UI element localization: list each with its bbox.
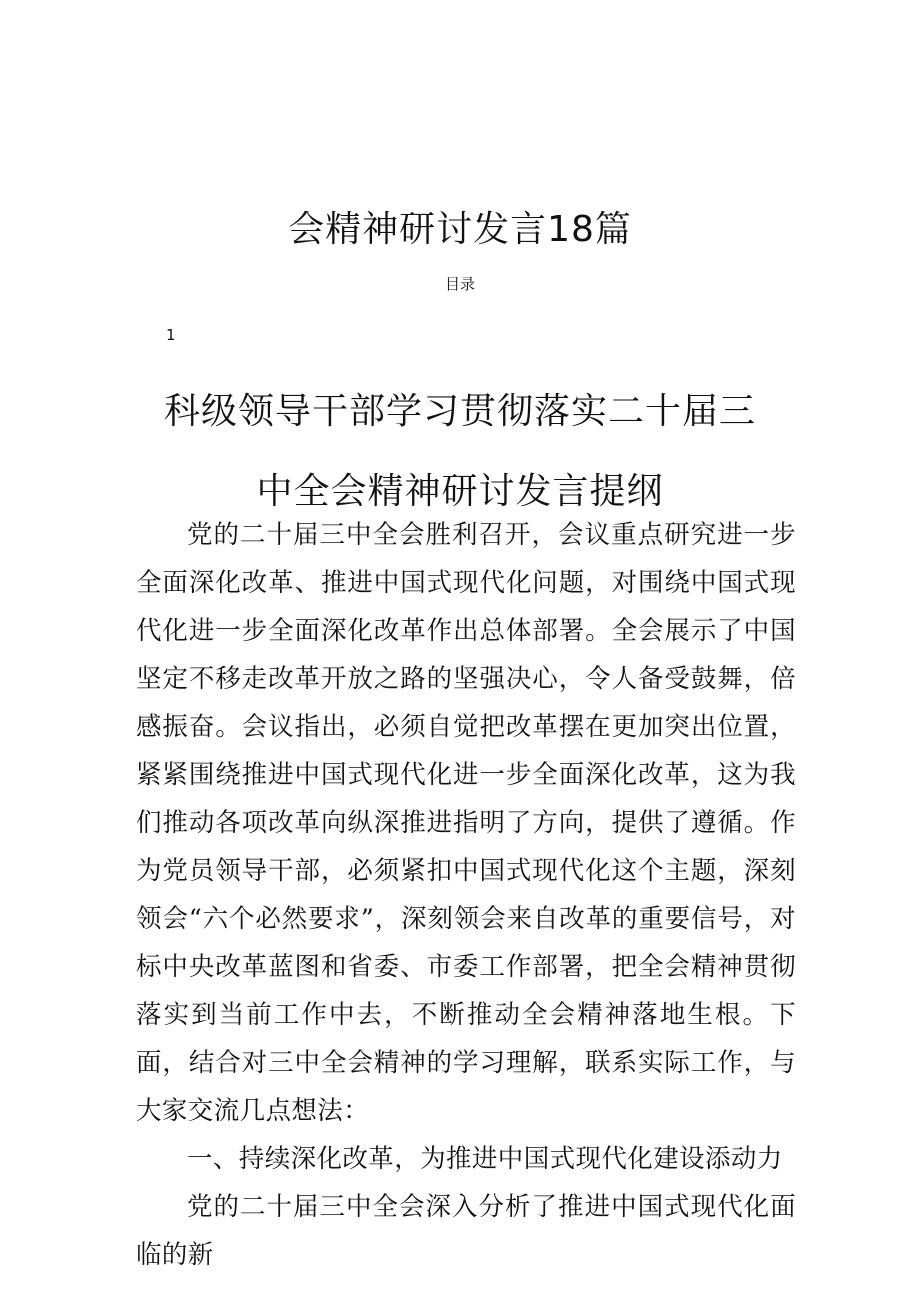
body-text — [136, 511, 796, 1279]
paragraph-heading-1: 一、持续深化改革，为推进中国式现代化建设添动力 — [187, 1144, 783, 1174]
section-title-line-2: 中全会精神研讨发言提纲 — [256, 471, 664, 512]
toc-label: 目录 — [444, 275, 475, 293]
toc-index: 1 — [166, 326, 176, 344]
document-title: 会精神研讨发言18篇 — [288, 209, 632, 250]
section-title — [0, 372, 920, 532]
paragraph-continued: 党的二十届三中全会深入分析了推进中国式现代化面临的新 — [136, 1192, 796, 1270]
section-title-line-1: 科级领导干部学习贯彻落实二十届三 — [163, 391, 756, 432]
paragraph-intro: 党的二十届三中全会胜利召开，会议重点研究进一步全面深化改革、推进中国式现代化问题，对围绕中国式现代化进一步全面深化改革作出总体部署。全会展示了中国坚定不移走改革开放之路的坚强决心，令人备受鼓舞，倍感振奋。会议指出，必须自觉把改革摆在更加突出位置，紧紧围绕推进中国式现代化进一步全面深化改革，这为我们推动各项改革向纵深推进指明了方向，提供了遵循。作为党员领导干部，必须紧扣中国式现代化这个主题，深刻领会“六个必然要求”，深刻领会来自改革的重要信号，对标中央改革蓝图和省委、市委工作部署，把全会精神贯彻落实到当前工作中去，不断推动全会精神落地生根。下面，结合对三中全会精神的学习理解，联系实际工作，与大家交流几点想法： — [136, 520, 796, 1126]
